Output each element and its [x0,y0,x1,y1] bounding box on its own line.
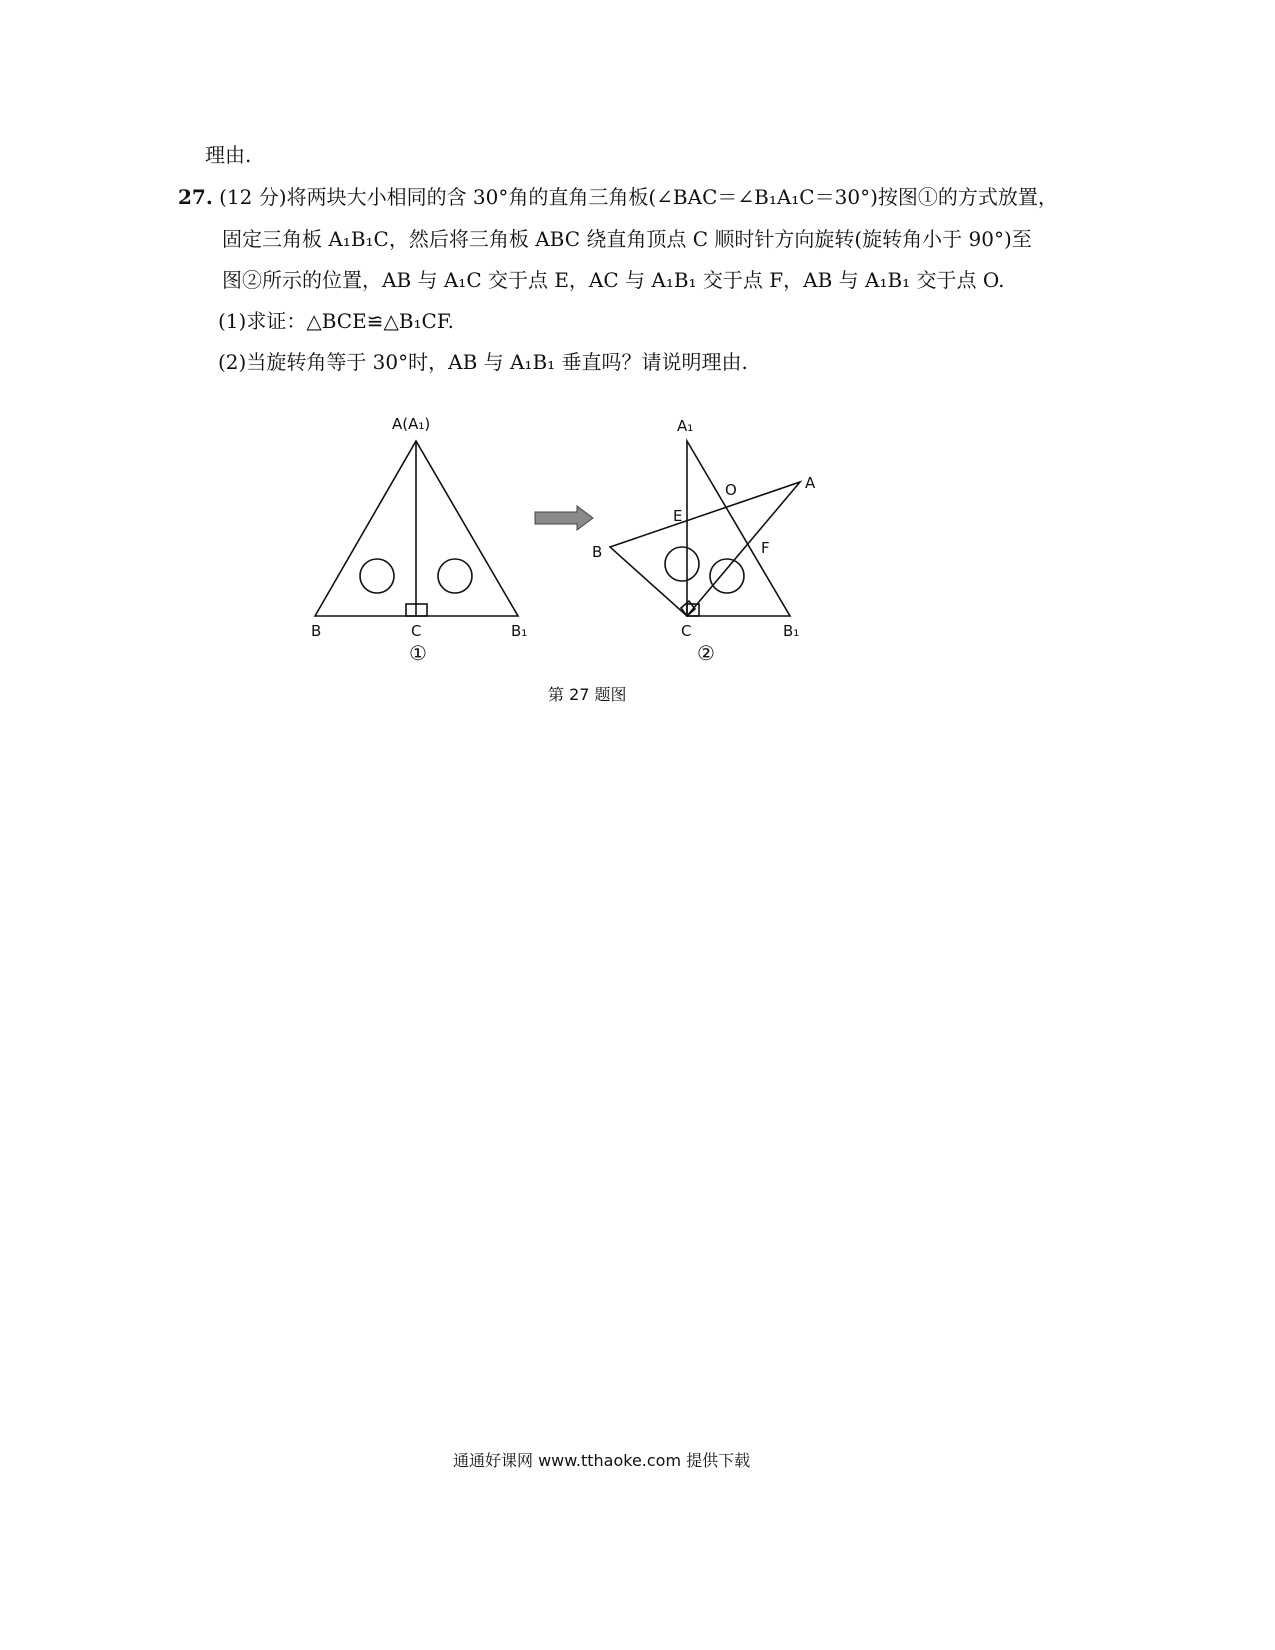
figure-2-left-hole [665,547,699,581]
figure-1-label-C: C [411,622,422,640]
figure-2-label-C: C [681,622,692,640]
figure-1-label-B: B [311,622,322,640]
transform-arrow [535,506,593,530]
figure-2-number: ② [697,641,715,665]
question-27-part-2: (2)当旋转角等于 30°时，AB 与 A₁B₁ 垂直吗？请说明理由. [218,350,748,374]
figure-2-fixed-triangle [687,441,790,616]
question-27-part-1: (1)求证：△BCE≌△B₁CF. [218,309,454,333]
figure-caption: 第 27 题图 [548,685,627,704]
figure-2-label-B1: B₁ [783,622,800,640]
figure-2-label-O: O [725,481,737,499]
previous-question-ending: 理由. [205,143,252,167]
figure-1-label-top: A(A₁) [392,415,431,433]
figure-2-label-A1: A₁ [677,417,694,435]
figure-1-left-hole [360,559,394,593]
figure-2 [610,441,800,616]
figure-2-label-A: A [805,474,816,492]
figure-1 [315,441,518,616]
question-27-line-3: 图②所示的位置，AB 与 A₁C 交于点 E，AC 与 A₁B₁ 交于点 F，AB 与 A₁B₁ 交于点 O. [222,268,1005,292]
question-27-line-2: 固定三角板 A₁B₁C，然后将三角板 ABC 绕直角顶点 C 顺时针方向旋转(旋转角小于 90°)至 [222,227,1032,251]
question-number: 27. [178,185,213,209]
figure-2-label-F: F [761,539,770,557]
figure-2-right-hole [710,559,744,593]
figure-1-number: ① [409,641,427,665]
figure-1-right-hole [438,559,472,593]
figure-2-label-E: E [673,507,683,525]
figure-1-label-B1: B₁ [511,622,528,640]
figure-2-label-B: B [592,543,603,561]
question-text-line-1: (12 分)将两块大小相同的含 30°角的直角三角板(∠BAC＝∠B₁A₁C＝30°)按图①的方式放置， [219,185,1058,209]
page-footer: 通通好课网 www.tthaoke.com 提供下载 [453,1451,751,1470]
figure-2-rotated-triangle [610,482,800,616]
